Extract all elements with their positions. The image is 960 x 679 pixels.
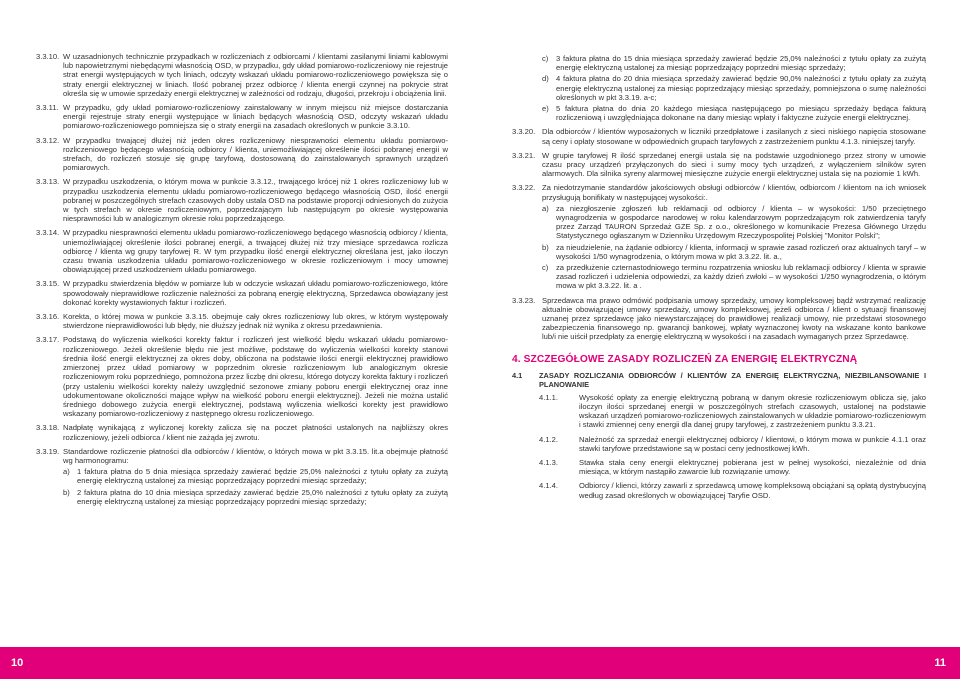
list-item-label: a): [63, 467, 70, 477]
list-item: [542, 74, 926, 102]
list-item: [63, 488, 448, 506]
paragraph-body: [542, 296, 926, 342]
paragraph: [512, 151, 926, 179]
list-item-label: e): [542, 104, 549, 114]
paragraph-body: [542, 151, 926, 179]
paragraph: [36, 312, 448, 330]
page-number-right: 11: [934, 657, 946, 669]
paragraph-text: W przypadku stwierdzenia błędów w pomiarze lub w odczycie wskazań układu pomiarowo-rozliczeniowego, które spowodowały nieprawidłowe rozliczenie należności za pobraną energię elektryczną, Sprzedawca obowiązany jest dokonać korekty wystawionych faktur i rozliczeń.: [63, 279, 448, 307]
paragraph: [36, 335, 448, 418]
point: [512, 481, 926, 499]
point: [512, 393, 926, 430]
list-item-text: za przedłużenie czternastodniowego terminu rozpatrzenia wniosku lub reklamacji odbiorcy / klienta w sprawie zasad rozliczeń i udzielenia odpowiedzi, za każdy dzień zwłoki – w wysokości 1/250 wynagrodzenia, o którym mowa w pkt 3.3.22. lit. a .: [556, 263, 926, 291]
paragraph-number: 3.3.11.: [36, 103, 59, 113]
list-item: [63, 467, 448, 485]
continued-list: [512, 54, 926, 122]
paragraph-body: [63, 136, 448, 173]
paragraph: [36, 279, 448, 307]
point-number: 4.1.3.: [539, 457, 558, 467]
paragraph-text: Sprzedawca ma prawo odmówić podpisania umowy sprzedaży, umowy kompleksowej bądź wstrzymać realizację aktualnie obowiązującej umowy sprzedaży, umowy kompleksowej, jeżeli odbiorca / klient o sytuacji finansowej uznanej przez sprzedawcę jako niewystarczającej do prawidłowej realizacji umowy, nie przedstawi stosownego zabezpieczenia finansowego np. gwarancji bankowej, wpłaty wyznaczonej kwoty na wskazane konto bankowe lub/i nie uiścił przedpłaty za energię elektryczną w wysokości i na zasadach wymaganych przez Sprzedawcę.: [542, 295, 926, 342]
subsection-title: ZASADY ROZLICZANIA ODBIORCÓW / KLIENTÓW ZA ENERGIĘ ELEKTRYCZNĄ, NIEZBILANSOWANIE I PLANOWANIE: [539, 370, 926, 389]
paragraph-number: 3.3.15.: [36, 279, 60, 289]
paragraph-text: W przypadku trwającej dłużej niż jeden okres rozliczeniowy niesprawności elementu układu pomiarowo-rozliczeniowego będącego własnością odbiorcy / klienta, uniemożliwiającej określenie ilości pobranej energii w strefach, do rozliczeń stosuje się grupę taryfową, dostosowaną do zainstalowanych sprawnych urządzeń pomiarowych.: [63, 135, 448, 173]
paragraph-text: Nadpłatę wynikającą z wyliczonej korekty zalicza się na poczet płatności ustalonych na najbliższy okres rozliczeniowy, jeżeli odbiorca / klient nie zażąda jej zwrotu.: [63, 423, 448, 442]
list-item-text: 4 faktura płatna do 20 dnia miesiąca sprzedaży zawierać będzie 90,0% należności z tytułu opłaty za zużytą energię elektryczną ustalonej za miesiąc poprzedzający miesiąc sprzedaży, pomniejszona o sumę należności określonych w pkt 3.3.19. a-c;: [556, 74, 926, 102]
paragraph-number: 3.3.12.: [36, 135, 60, 145]
subsection-number: 4.1: [512, 370, 523, 380]
paragraph-number: 3.3.21.: [512, 150, 536, 160]
point-number: 4.1.1.: [539, 392, 558, 402]
section-title: 4. SZCZEGÓŁOWE ZASADY ROZLICZEŃ ZA ENERGIĘ ELEKTRYCZNĄ: [512, 353, 858, 365]
list-item-label: c): [542, 263, 549, 273]
paragraph: [512, 183, 926, 290]
list-item-text: za niezgłoszenie zgłoszeń lub reklamacji od odbiorcy / klienta – w wysokości: 1/50 przeciętnego wynagrodzenia w gospodarce narodowej w roku kalendarzowym poprzedzającym rok zatwierdzenia taryfy przez Zarząd TAURON Sprzedaż GZE Sp. z o.o., określonego w komunikacie Prezesa Głównego Urzędu Statystycznego ogłaszanym w Dzienniku Urzędowym Rzeczypospolitej Polskiej "Monitor Polski";: [556, 203, 926, 241]
paragraph-number: 3.3.13.: [36, 177, 60, 187]
list-item: [542, 263, 926, 291]
right-page-column: [512, 52, 926, 505]
paragraph-body: [63, 52, 448, 98]
paragraph-number: 3.3.22.: [512, 183, 536, 193]
paragraph-text: W przypadku uszkodzenia, o którym mowa w punkcie 3.3.12., trwającego krócej niż 1 okres rozliczeniowy lub w przypadku uszkodzenia elementu układu pomiarowo-rozliczeniowego będącego własnością OSD, ilość energii pobranej w poszczególnych strefach czasowych doby ustala OSD na podstawie proporcji odniesionych do zużycia w tych strefach w okresie rozliczeniowym, poprzedzającym lub następującym po okresie występowania niesprawności lub w analogicznym okresie roku poprzedzającego.: [63, 177, 448, 224]
paragraph-body: [63, 177, 448, 223]
list-item-text: za nieudzielenie, na żądanie odbiorcy / klienta, informacji w sprawie zasad rozliczeń oraz aktualnych taryf – w wysokości 1/50 wynagrodzenia, o którym mowa w pkt 3.3.22. lit. a.,: [556, 242, 926, 261]
point-text: Należność za sprzedaż energii elektrycznej odbiorcy / klientowi, o którym mowa w punkcie 4.1.1 oraz stawki taryfowe przedstawione są w postaci ceny jednostkowej kWh.: [579, 434, 926, 453]
paragraph-number: 3.3.23.: [512, 295, 536, 305]
paragraph-text: Podstawą do wyliczenia wielkości korekty faktur i rozliczeń jest wielkość błędu wskazań układu pomiarowo-rozliczeniowego. Jeżeli określenie błędu nie jest możliwe, podstawę do wyliczenia wielkości korekty stanowi średnia ilość energii elektrycznej za okres doby, obliczona na podstawie ilości energii elektrycznej prawidłowo zmierzonej przez układ pomiarowy w poprzednim okresie rozliczeniowym lub analogicznym okresie rozliczeniowym roku poprzedniego, pomnożona przez liczbę dni okresu, którego dotyczy korekta faktury i rozliczeń (przy ustaleniu wielkości korekty należy uwzględnić sezonowe zmiany poboru energii elektrycznej oraz inne udokumentowane okoliczności mające wpływ na wielkość poboru energii elektrycznej). Jeżeli nie można ustalić średniego dobowego zużycia energii elektrycznej, podstawą wyliczenia wielkości korekty jest prawidłowo wskazany pomiarowo-rozliczeniowy z następnego okresu rozliczeniowego.: [63, 335, 448, 419]
paragraph-body: [63, 423, 448, 441]
paragraph: [36, 177, 448, 223]
paragraph-body: [63, 103, 448, 131]
paragraph-text: W uzasadnionych technicznie przypadkach w rozliczeniach z odbiorcami / klientami zasilanymi liniami kablowymi lub napowietrznymi niebędącymi własnością OSD, w przypadku, gdy układ pomiarowo-rozliczeniowy nie rejestruje strat energii występujących w tych liniach, odczyty wskazań układu pomiarowo-rozliczeniowego powiększa się o straty energii elektrycznej w liniach. Ilość pobranej przez odbiorcę / klienta energii czynnej na pokrycie strat określa się w umowie sprzedaży energii elektrycznej w zależności od rodzaju, długości, przekroju i obciążenia linii.: [63, 52, 448, 98]
list-item: [542, 54, 926, 72]
paragraph-body: [542, 183, 926, 290]
point-number: 4.1.4.: [539, 481, 558, 491]
list-item-label: b): [63, 487, 70, 497]
paragraph-body: [63, 228, 448, 274]
paragraph-number: 3.3.19.: [36, 446, 60, 456]
paragraph-body: [63, 447, 448, 506]
list-item: [542, 204, 926, 241]
point: [512, 458, 926, 476]
list-item: [542, 104, 926, 122]
point: [512, 435, 926, 453]
paragraph-number: 3.3.16.: [36, 312, 60, 322]
paragraph-body: [542, 127, 926, 145]
point-number: 4.1.2.: [539, 434, 558, 444]
list-item-text: 2 faktura płatna do 10 dnia miesiąca sprzedaży zawierać będzie 25,0% należności z tytułu opłaty za zużytą energię elektryczną ustalonej za miesiąc poprzedzający poprzedni miesiąc sprzedaży;: [77, 487, 448, 506]
page-number-left: 10: [11, 657, 24, 669]
paragraph: [36, 423, 448, 441]
footer-bar: [0, 647, 960, 679]
list-item-label: a): [542, 203, 549, 213]
paragraph-number: 3.3.18.: [36, 423, 60, 433]
paragraph-number: 3.3.17.: [36, 335, 60, 345]
paragraph-text: W przypadku, gdy układ pomiarowo-rozliczeniowy zainstalowany w innym miejscu niż miejsce dostarczania energii rejestruje straty energii występujące w liniach będących własnością OSD, odczyty wskazań układu pomiarowo-rozliczeniowego pomniejsza się o straty energii na zasadach określonych w punkcie 3.3.10.: [63, 103, 448, 131]
paragraph-text: Za niedotrzymanie standardów jakościowych obsługi odbiorców / klientów, odbiorcom / klientom na ich wniosek przysługują bonifikaty w następującej wysokości:.: [542, 183, 926, 202]
list-item: [542, 243, 926, 261]
paragraph-body: [63, 279, 448, 307]
paragraph-text: Korekta, o której mowa w punkcie 3.3.15. obejmuje cały okres rozliczeniowy lub okres, w którym występowały stwierdzone nieprawidłowości lub błędy, nie dłuższy jednak niż wynika z okresu przedawnienia.: [63, 312, 448, 331]
paragraph: [36, 136, 448, 173]
list-item-text: 5 faktura płatna do dnia 20 każdego miesiąca następującego po miesiącu sprzedaży będąca fakturą rozliczeniową i uwzględniająca dokonane na dany miesiąc wpłaty i faktyczne zużycie energii elektrycznej.: [556, 104, 926, 123]
paragraph-body: [63, 335, 448, 418]
paragraph: [36, 447, 448, 506]
paragraph: [36, 228, 448, 274]
left-page-column: [36, 52, 448, 511]
list-item-text: 3 faktura płatna do 15 dnia miesiąca sprzedaży zawierać będzie 25,0% należności z tytułu opłaty za zużytą energię elektryczną ustalonej za miesiąc poprzedzający poprzedni miesiąc sprzedaży;: [556, 54, 926, 73]
paragraph-number: 3.3.20.: [512, 127, 536, 137]
list-item-label: d): [542, 74, 549, 84]
list-item-label: c): [542, 54, 549, 63]
paragraph-text: Dla odbiorców / klientów wyposażonych w liczniki przedpłatowe i zasilanych z sieci niskiego napięcia stosowane są ceny i opłaty stosowane w odpowiednich grupach taryfowych z zastrzeżeniem punktu 4.1.3. niniejszej taryfy.: [542, 127, 926, 146]
paragraph: [512, 296, 926, 342]
list-item-label: b): [542, 242, 549, 252]
paragraph-body: [63, 312, 448, 330]
paragraph-number: 3.3.14.: [36, 228, 60, 238]
point-text: Stawka stała ceny energii elektrycznej pobierana jest w pełnej wysokości, niezależnie od dnia miesiąca, w którym nastąpiło zawarcie lub rozwiązanie umowy.: [579, 457, 926, 477]
subsection-heading: [512, 371, 926, 389]
paragraph-text: W przypadku niesprawności elementu układu pomiarowo-rozliczeniowego będącego własnością odbiorcy / klienta, uniemożliwiającej określenie ilości pobranej energii, a trwającej dłużej niż trzy miesiące sprzedawca rozlicza odbiorcę / klienta wg grupy taryfowej R. W tym przypadku ilość energii elektrycznej określana jest, jako iloczyn czasu trwania uszkodzenia układu pomiarowo-rozliczeniowego w okresie rozliczeniowym i mocy umownej obowiązującej przed uszkodzeniem układu pomiarowego.: [63, 228, 448, 275]
paragraph: [36, 103, 448, 131]
list-item-text: 1 faktura płatna do 5 dnia miesiąca sprzedaży zawierać będzie 25,0% należności z tytułu opłaty za zużytą energię elektryczną ustalonej za miesiąc poprzedzający poprzedni miesiąc sprzedaży;: [77, 467, 448, 486]
point-text: Odbiorcy / klienci, którzy zawarli z sprzedawcą umowę kompleksową obciążani są opłatą dystrybucyjną według zasad określonych w obowiązującej Taryfie OSD.: [579, 481, 926, 500]
point-text: Wysokość opłaty za energię elektryczną pobraną w danym okresie rozliczeniowym oblicza się, jako iloczyn ilości sprzedanej energii w poszczególnych strefach czasowych, ustalonej na podstawie wskazań urządzeń pomiarowo-rozliczeniowych zainstalowanych w układzie pomiarowo-rozliczeniowym i stawki zmiennej ceny energii dla danej grupy taryfowej, z zastrzeżeniem punktu 3.3.21.: [579, 392, 926, 430]
paragraph-text: W grupie taryfowej R ilość sprzedanej energii ustala się na podstawie uzgodnionego przez strony w umowie czasu pracy urządzeń przyłączonych do sieci i sumy mocy tych urządzeń, z wyłączeniem silników syren alarmowych. Dla silnika syreny alarmowej miesięczne zużycie energii elektrycznej ustala się na poziomie 1 kWh.: [542, 150, 926, 179]
paragraph-number: 3.3.10.: [36, 52, 60, 61]
paragraph: [512, 127, 926, 145]
paragraph: [36, 52, 448, 98]
paragraph-text: Standardowe rozliczenie płatności dla odbiorców / klientów, o których mowa w pkt 3.3.15. lit.a obejmuje płatność wg harmonogramu:: [63, 446, 448, 465]
